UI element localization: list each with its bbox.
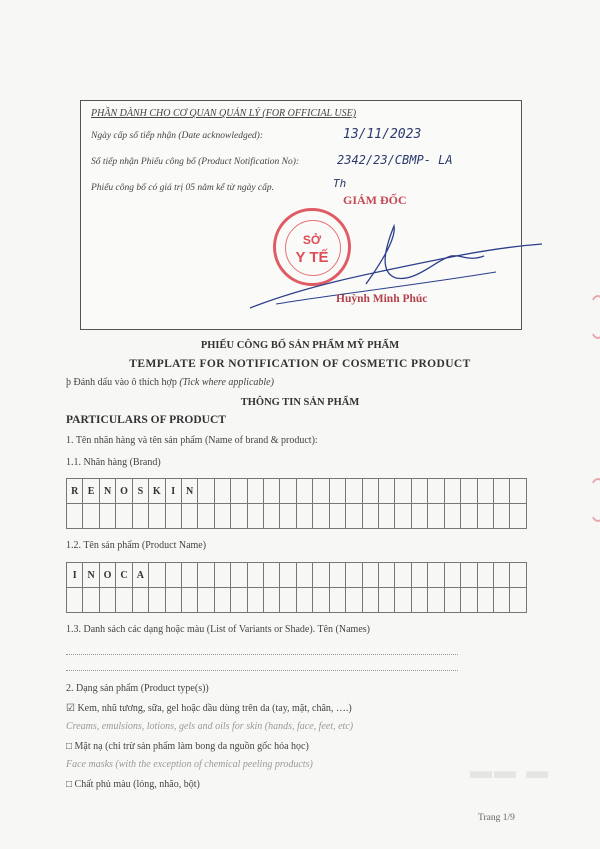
validity-label: Phiếu công bố có giá trị 05 năm kể từ ngày cấp. xyxy=(91,183,275,193)
letter-cell xyxy=(478,479,494,504)
type-item-1-en: Face masks (with the exception of chemical peeling products) xyxy=(66,759,313,770)
letter-cell xyxy=(395,563,411,588)
letter-cell: E xyxy=(83,479,99,504)
letter-cell xyxy=(280,504,296,529)
letter-cell xyxy=(363,479,379,504)
letter-cell xyxy=(494,479,510,504)
letter-cell xyxy=(182,563,198,588)
official-use-box xyxy=(80,100,522,330)
letter-cell xyxy=(395,588,411,613)
letter-cell xyxy=(395,504,411,529)
letter-cell xyxy=(379,563,395,588)
notification-number-label: Số tiếp nhận Phiếu công bố (Product Notification No): xyxy=(91,157,300,167)
letter-cell: A xyxy=(133,563,149,588)
stamp-edge-mark xyxy=(588,295,600,339)
letter-cell xyxy=(313,504,329,529)
question-1-1-label: 1.1. Nhãn hàng (Brand) xyxy=(66,457,161,468)
letter-cell xyxy=(330,588,346,613)
type-item-0-en: Creams, emulsions, lotions, gels and oils for skin (hands, face, feet, etc) xyxy=(66,721,354,732)
letter-cell xyxy=(412,504,428,529)
letter-cell xyxy=(116,504,132,529)
letter-cell xyxy=(445,588,461,613)
notification-number-value: 2342/23/CBMP- LA xyxy=(337,153,453,167)
signer-name: Huỳnh Minh Phúc xyxy=(336,293,428,305)
letter-cell xyxy=(395,479,411,504)
letter-cell xyxy=(330,563,346,588)
letter-cell xyxy=(445,563,461,588)
tick-note xyxy=(66,377,274,388)
letter-cell xyxy=(428,588,444,613)
letter-cell xyxy=(149,504,165,529)
letter-cell xyxy=(346,479,362,504)
letter-cell xyxy=(478,588,494,613)
letter-cell: O xyxy=(116,479,132,504)
letter-cell xyxy=(264,504,280,529)
letter-cell xyxy=(215,479,231,504)
letter-cell xyxy=(363,588,379,613)
bleed-through-text: ▬▬ ▬ xyxy=(470,758,551,783)
letter-cell: I xyxy=(166,479,182,504)
letter-cell xyxy=(166,588,182,613)
tick-note-en: (Tick where applicable) xyxy=(179,377,274,388)
seal-text-top: SỞ xyxy=(302,233,322,247)
letter-cell xyxy=(412,588,428,613)
type-item-0-vi: ☑ Kem, nhũ tương, sữa, gel hoặc dầu dùng trên da (tay, mặt, chân, ….) xyxy=(66,703,352,714)
letter-cell xyxy=(149,588,165,613)
letter-cell xyxy=(379,504,395,529)
question-1-3-label: 1.3. Danh sách các dạng hoặc màu (List of Variants or Shade). Tên (Names) xyxy=(66,624,370,635)
letter-cell: S xyxy=(133,479,149,504)
letter-cell xyxy=(215,504,231,529)
letter-cell xyxy=(100,588,116,613)
letter-cell xyxy=(363,504,379,529)
date-acknowledged-label: Ngày cấp số tiếp nhận (Date acknowledged): xyxy=(91,131,264,141)
letter-cell xyxy=(461,479,477,504)
letter-cell xyxy=(445,479,461,504)
letter-cell: R xyxy=(67,479,83,504)
director-title: GIÁM ĐỐC xyxy=(343,193,407,207)
brand-letter-grid xyxy=(66,478,527,529)
letter-cell xyxy=(428,479,444,504)
letter-cell: N xyxy=(83,563,99,588)
letter-cell xyxy=(133,588,149,613)
letter-cell xyxy=(198,504,214,529)
letter-cell xyxy=(346,563,362,588)
letter-cell xyxy=(478,504,494,529)
letter-cell xyxy=(297,479,313,504)
tick-note-vi: þ Đánh dấu vào ô thích hợp xyxy=(66,377,177,388)
letter-cell xyxy=(313,479,329,504)
seal-text-main: Y TẾ xyxy=(295,249,329,266)
letter-cell xyxy=(133,504,149,529)
letter-cell xyxy=(428,504,444,529)
letter-cell xyxy=(248,588,264,613)
letter-cell xyxy=(346,504,362,529)
letter-cell xyxy=(149,563,165,588)
question-2-label: 2. Dạng sản phẩm (Product type(s)) xyxy=(66,683,209,694)
letter-cell xyxy=(198,588,214,613)
letter-cell xyxy=(67,588,83,613)
letter-cell xyxy=(313,563,329,588)
letter-cell xyxy=(166,563,182,588)
letter-cell xyxy=(198,563,214,588)
letter-cell xyxy=(510,588,526,613)
letter-cell xyxy=(182,588,198,613)
letter-cell: K xyxy=(149,479,165,504)
letter-cell xyxy=(510,504,526,529)
letter-cell xyxy=(182,504,198,529)
letter-cell xyxy=(166,504,182,529)
letter-cell xyxy=(248,479,264,504)
letter-cell xyxy=(116,588,132,613)
letter-cell xyxy=(280,563,296,588)
letter-cell xyxy=(379,588,395,613)
section-title-en: PARTICULARS OF PRODUCT xyxy=(66,414,226,426)
letter-cell xyxy=(461,504,477,529)
letter-cell xyxy=(264,563,280,588)
letter-cell xyxy=(494,504,510,529)
letter-cell xyxy=(330,504,346,529)
letter-cell xyxy=(494,588,510,613)
letter-cell xyxy=(461,563,477,588)
letter-cell xyxy=(412,563,428,588)
letter-cell xyxy=(231,479,247,504)
letter-cell: O xyxy=(100,563,116,588)
letter-cell xyxy=(280,588,296,613)
letter-cell: I xyxy=(67,563,83,588)
handwritten-initials: Th xyxy=(333,177,347,190)
letter-cell xyxy=(330,479,346,504)
letter-cell xyxy=(297,588,313,613)
letter-cell xyxy=(346,588,362,613)
stamp-edge-mark xyxy=(588,478,600,522)
title-vietnamese: PHIẾU CÔNG BỐ SẢN PHẨM MỸ PHẨM xyxy=(200,340,400,351)
letter-cell xyxy=(510,479,526,504)
letter-cell xyxy=(100,504,116,529)
letter-cell xyxy=(264,479,280,504)
page-number: Trang 1/9 xyxy=(478,813,515,823)
type-item-2-vi: □ Chất phủ màu (lỏng, nhão, bột) xyxy=(66,779,200,790)
type-item-1-vi: □ Mặt nạ (chỉ trừ sản phẩm làm bong da nguồn gốc hóa học) xyxy=(66,741,309,752)
letter-cell xyxy=(231,563,247,588)
section-title-vi: THÔNG TIN SẢN PHẨM xyxy=(240,397,360,408)
product-letter-grid xyxy=(66,562,527,613)
letter-cell xyxy=(478,563,494,588)
letter-cell xyxy=(297,563,313,588)
letter-cell xyxy=(363,563,379,588)
official-use-header: PHẦN DÀNH CHO CƠ QUAN QUẢN LÝ (FOR OFFICIAL USE) xyxy=(91,108,357,119)
question-1-2-label: 1.2. Tên sản phẩm (Product Name) xyxy=(66,540,207,551)
letter-cell xyxy=(297,504,313,529)
letter-cell xyxy=(510,563,526,588)
letter-cell xyxy=(83,504,99,529)
letter-cell: N xyxy=(100,479,116,504)
letter-cell xyxy=(248,504,264,529)
letter-cell xyxy=(461,588,477,613)
question-1-label: 1. Tên nhãn hàng và tên sản phẩm (Name of brand & product): xyxy=(66,435,318,446)
variants-dotted-line xyxy=(66,654,458,655)
letter-cell xyxy=(231,588,247,613)
letter-cell xyxy=(231,504,247,529)
variants-dotted-line xyxy=(66,670,458,671)
letter-cell xyxy=(215,588,231,613)
letter-cell xyxy=(494,563,510,588)
title-english: TEMPLATE FOR NOTIFICATION OF COSMETIC PRODUCT xyxy=(129,358,471,370)
letter-cell xyxy=(412,479,428,504)
letter-cell xyxy=(215,563,231,588)
letter-cell xyxy=(67,504,83,529)
date-acknowledged-value: 13/11/2023 xyxy=(343,127,422,142)
letter-cell xyxy=(428,563,444,588)
letter-cell xyxy=(280,479,296,504)
letter-cell xyxy=(248,563,264,588)
letter-cell: N xyxy=(182,479,198,504)
letter-cell xyxy=(313,588,329,613)
letter-cell xyxy=(198,479,214,504)
letter-cell xyxy=(264,588,280,613)
letter-cell xyxy=(445,504,461,529)
letter-cell xyxy=(83,588,99,613)
letter-cell xyxy=(379,479,395,504)
letter-cell: C xyxy=(116,563,132,588)
